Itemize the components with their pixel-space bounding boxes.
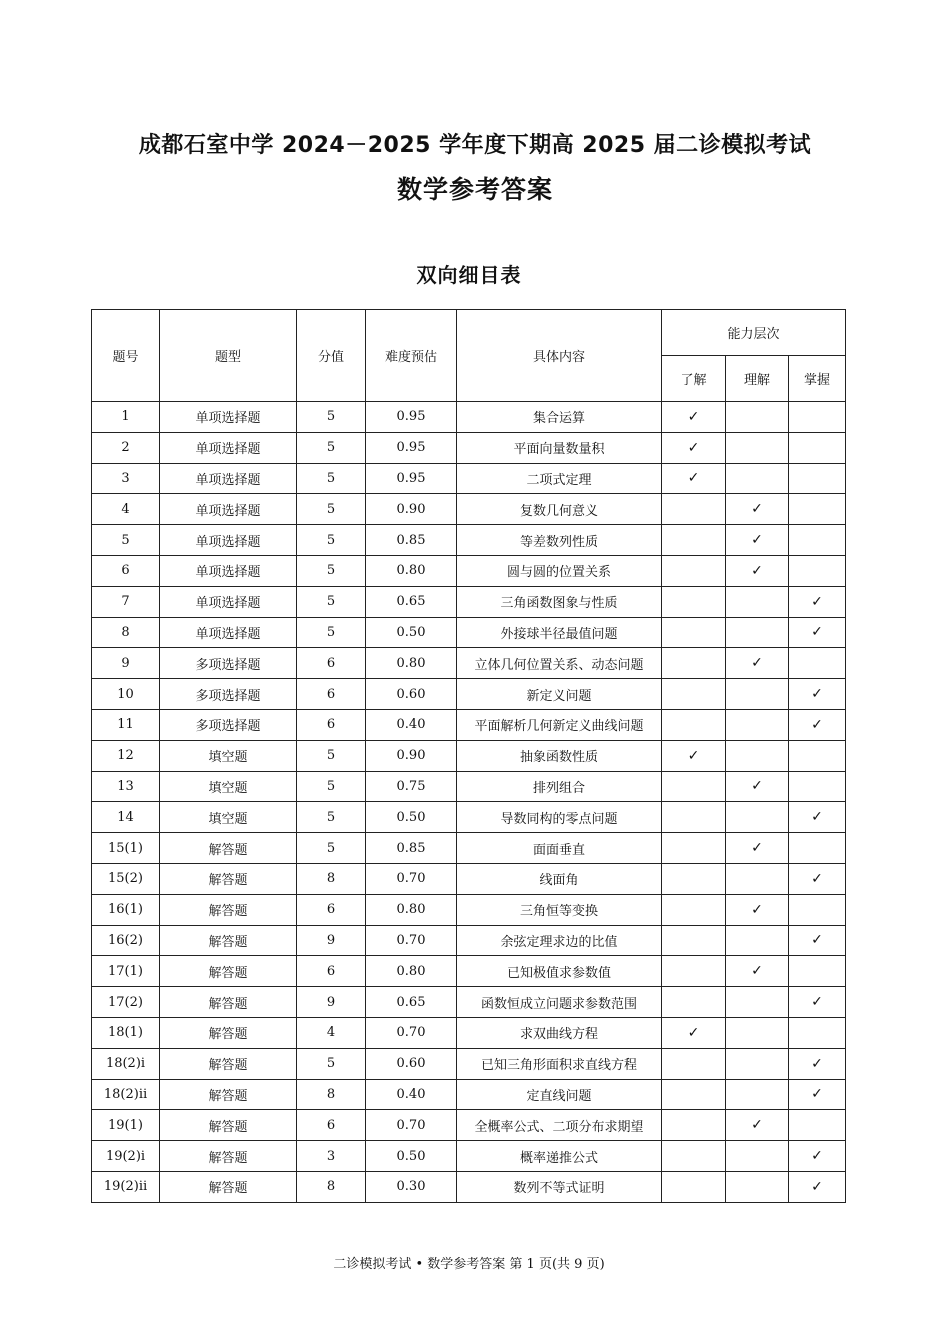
understand-cell [662, 1141, 726, 1172]
score-cell: 4 [297, 1017, 366, 1048]
comprehend-cell [726, 863, 789, 894]
difficulty-cell: 0.60 [366, 679, 457, 710]
check-mark-icon: ✓ [751, 501, 763, 518]
content-cell: 面面垂直 [457, 833, 662, 864]
comprehend-cell [726, 894, 789, 925]
content-cell: 抽象函数性质 [457, 740, 662, 771]
table-row [92, 833, 846, 864]
difficulty-cell: 0.80 [366, 894, 457, 925]
header-number: 题号 [92, 310, 160, 402]
understand-cell [662, 802, 726, 833]
content-cell: 排列组合 [457, 771, 662, 802]
question-type-cell: 解答题 [160, 1079, 297, 1110]
check-mark-icon: ✓ [751, 655, 763, 672]
content-cell: 已知极值求参数值 [457, 956, 662, 987]
table-row [92, 771, 846, 802]
score-cell: 5 [297, 586, 366, 617]
master-cell [789, 1110, 846, 1141]
check-mark-icon: ✓ [751, 963, 763, 980]
comprehend-cell [726, 1141, 789, 1172]
check-mark-icon: ✓ [811, 1055, 823, 1072]
question-type-cell: 单项选择题 [160, 525, 297, 556]
understand-cell [662, 679, 726, 710]
understand-cell [662, 463, 726, 494]
comprehend-cell [726, 555, 789, 586]
content-cell: 函数恒成立问题求参数范围 [457, 987, 662, 1018]
score-cell: 5 [297, 802, 366, 833]
score-cell: 8 [297, 863, 366, 894]
master-cell [789, 463, 846, 494]
question-type-cell: 解答题 [160, 833, 297, 864]
question-type-cell: 多项选择题 [160, 709, 297, 740]
check-mark-icon: ✓ [687, 470, 700, 487]
difficulty-cell: 0.75 [366, 771, 457, 802]
question-type-cell: 填空题 [160, 740, 297, 771]
header-score: 分值 [297, 310, 366, 402]
check-mark-icon: ✓ [687, 1024, 700, 1041]
difficulty-cell: 0.80 [366, 956, 457, 987]
understand-cell [662, 863, 726, 894]
check-mark-icon: ✓ [751, 532, 763, 549]
question-number-cell: 16(1) [92, 894, 160, 925]
master-cell [789, 956, 846, 987]
score-cell: 5 [297, 432, 366, 463]
check-mark-icon: ✓ [811, 686, 823, 703]
question-number-cell: 13 [92, 771, 160, 802]
specification-table [91, 309, 846, 1203]
comprehend-cell [726, 740, 789, 771]
master-cell [789, 802, 846, 833]
comprehend-cell [726, 494, 789, 525]
difficulty-cell: 0.50 [366, 802, 457, 833]
score-cell: 6 [297, 956, 366, 987]
header-comprehend: 理解 [726, 356, 789, 402]
score-cell: 5 [297, 494, 366, 525]
difficulty-cell: 0.70 [366, 1017, 457, 1048]
question-type-cell: 解答题 [160, 1048, 297, 1079]
understand-cell [662, 709, 726, 740]
question-type-cell: 解答题 [160, 925, 297, 956]
table-row [92, 525, 846, 556]
content-cell: 概率递推公式 [457, 1141, 662, 1172]
content-cell: 全概率公式、二项分布求期望 [457, 1110, 662, 1141]
difficulty-cell: 0.70 [366, 863, 457, 894]
difficulty-cell: 0.80 [366, 648, 457, 679]
question-number-cell: 12 [92, 740, 160, 771]
understand-cell [662, 494, 726, 525]
master-cell [789, 586, 846, 617]
question-type-cell: 单项选择题 [160, 494, 297, 525]
score-cell: 8 [297, 1079, 366, 1110]
question-number-cell: 4 [92, 494, 160, 525]
content-cell: 余弦定理求边的比值 [457, 925, 662, 956]
comprehend-cell [726, 956, 789, 987]
question-type-cell: 解答题 [160, 1110, 297, 1141]
master-cell [789, 1171, 846, 1202]
content-cell: 复数几何意义 [457, 494, 662, 525]
question-number-cell: 15(1) [92, 833, 160, 864]
table-row [92, 679, 846, 710]
comprehend-cell [726, 463, 789, 494]
master-cell [789, 709, 846, 740]
score-cell: 3 [297, 1141, 366, 1172]
content-cell: 求双曲线方程 [457, 1017, 662, 1048]
question-type-cell: 填空题 [160, 771, 297, 802]
check-mark-icon: ✓ [811, 624, 823, 641]
table-row [92, 463, 846, 494]
table-row [92, 987, 846, 1018]
master-cell [789, 894, 846, 925]
question-type-cell: 单项选择题 [160, 586, 297, 617]
table-row [92, 1110, 846, 1141]
difficulty-cell: 0.50 [366, 1141, 457, 1172]
difficulty-cell: 0.50 [366, 617, 457, 648]
check-mark-icon: ✓ [811, 1148, 823, 1165]
score-cell: 6 [297, 894, 366, 925]
header-understand: 了解 [662, 356, 726, 402]
question-number-cell: 6 [92, 555, 160, 586]
question-number-cell: 19(2)ⅱ [92, 1171, 160, 1202]
comprehend-cell [726, 802, 789, 833]
question-number-cell: 1 [92, 402, 160, 433]
question-number-cell: 15(2) [92, 863, 160, 894]
score-cell: 6 [297, 648, 366, 679]
question-type-cell: 解答题 [160, 1171, 297, 1202]
question-number-cell: 8 [92, 617, 160, 648]
understand-cell [662, 555, 726, 586]
master-cell [789, 1017, 846, 1048]
comprehend-cell [726, 1079, 789, 1110]
understand-cell [662, 1171, 726, 1202]
score-cell: 5 [297, 1048, 366, 1079]
content-cell: 数列不等式证明 [457, 1171, 662, 1202]
table-row [92, 648, 846, 679]
table-body [92, 402, 846, 1203]
table-row [92, 1048, 846, 1079]
table-row [92, 1017, 846, 1048]
master-cell [789, 555, 846, 586]
content-cell: 等差数列性质 [457, 525, 662, 556]
difficulty-cell: 0.90 [366, 740, 457, 771]
score-cell: 5 [297, 525, 366, 556]
score-cell: 5 [297, 740, 366, 771]
difficulty-cell: 0.70 [366, 925, 457, 956]
master-cell [789, 679, 846, 710]
master-cell [789, 648, 846, 679]
question-type-cell: 多项选择题 [160, 679, 297, 710]
understand-cell [662, 1048, 726, 1079]
understand-cell [662, 894, 726, 925]
table-row [92, 956, 846, 987]
question-number-cell: 17(1) [92, 956, 160, 987]
content-cell: 导数同构的零点问题 [457, 802, 662, 833]
check-mark-icon: ✓ [811, 932, 823, 949]
question-number-cell: 18(1) [92, 1017, 160, 1048]
table-row [92, 1079, 846, 1110]
check-mark-icon: ✓ [811, 994, 823, 1011]
content-cell: 定直线问题 [457, 1079, 662, 1110]
check-mark-icon: ✓ [751, 840, 763, 857]
comprehend-cell [726, 586, 789, 617]
header-content: 具体内容 [457, 310, 662, 402]
content-cell: 二项式定理 [457, 463, 662, 494]
difficulty-cell: 0.40 [366, 709, 457, 740]
question-number-cell: 9 [92, 648, 160, 679]
question-number-cell: 3 [92, 463, 160, 494]
question-number-cell: 2 [92, 432, 160, 463]
comprehend-cell [726, 987, 789, 1018]
master-cell [789, 740, 846, 771]
comprehend-cell [726, 402, 789, 433]
master-cell [789, 987, 846, 1018]
understand-cell [662, 586, 726, 617]
master-cell [789, 1141, 846, 1172]
check-mark-icon: ✓ [811, 1086, 823, 1103]
score-cell: 8 [297, 1171, 366, 1202]
understand-cell [662, 1017, 726, 1048]
check-mark-icon: ✓ [811, 809, 823, 826]
master-cell [789, 525, 846, 556]
check-mark-icon: ✓ [811, 716, 823, 733]
understand-cell [662, 833, 726, 864]
content-cell: 线面角 [457, 863, 662, 894]
comprehend-cell [726, 833, 789, 864]
content-cell: 圆与圆的位置关系 [457, 555, 662, 586]
header-difficulty: 难度预估 [366, 310, 457, 402]
content-cell: 平面向量数量积 [457, 432, 662, 463]
understand-cell [662, 1079, 726, 1110]
difficulty-cell: 0.95 [366, 432, 457, 463]
question-type-cell: 单项选择题 [160, 402, 297, 433]
comprehend-cell [726, 771, 789, 802]
question-number-cell: 19(1) [92, 1110, 160, 1141]
check-mark-icon: ✓ [811, 593, 823, 610]
master-cell [789, 402, 846, 433]
table-row [92, 617, 846, 648]
difficulty-cell: 0.95 [366, 402, 457, 433]
content-cell: 立体几何位置关系、动态问题 [457, 648, 662, 679]
score-cell: 9 [297, 925, 366, 956]
question-type-cell: 解答题 [160, 1141, 297, 1172]
master-cell [789, 494, 846, 525]
question-number-cell: 18(2)ⅱ [92, 1079, 160, 1110]
question-type-cell: 解答题 [160, 863, 297, 894]
comprehend-cell [726, 1048, 789, 1079]
table-row [92, 1141, 846, 1172]
understand-cell [662, 617, 726, 648]
table-row [92, 402, 846, 433]
question-type-cell: 单项选择题 [160, 463, 297, 494]
check-mark-icon: ✓ [687, 747, 700, 764]
understand-cell [662, 771, 726, 802]
question-type-cell: 解答题 [160, 894, 297, 925]
question-type-cell: 单项选择题 [160, 555, 297, 586]
understand-cell [662, 987, 726, 1018]
score-cell: 5 [297, 402, 366, 433]
understand-cell [662, 956, 726, 987]
difficulty-cell: 0.80 [366, 555, 457, 586]
header-type: 题型 [160, 310, 297, 402]
difficulty-cell: 0.65 [366, 586, 457, 617]
understand-cell [662, 1110, 726, 1141]
header-ability: 能力层次 [662, 310, 846, 356]
question-type-cell: 解答题 [160, 1017, 297, 1048]
table-row [92, 740, 846, 771]
difficulty-cell: 0.70 [366, 1110, 457, 1141]
content-cell: 外接球半径最值问题 [457, 617, 662, 648]
score-cell: 6 [297, 1110, 366, 1141]
difficulty-cell: 0.60 [366, 1048, 457, 1079]
question-type-cell: 解答题 [160, 987, 297, 1018]
content-cell: 已知三角形面积求直线方程 [457, 1048, 662, 1079]
question-number-cell: 5 [92, 525, 160, 556]
understand-cell [662, 648, 726, 679]
score-cell: 6 [297, 679, 366, 710]
understand-cell [662, 925, 726, 956]
check-mark-icon: ✓ [751, 901, 763, 918]
score-cell: 6 [297, 709, 366, 740]
table-row [92, 802, 846, 833]
check-mark-icon: ✓ [751, 562, 763, 579]
score-cell: 5 [297, 617, 366, 648]
score-cell: 9 [297, 987, 366, 1018]
master-cell [789, 617, 846, 648]
comprehend-cell [726, 1017, 789, 1048]
understand-cell [662, 402, 726, 433]
comprehend-cell [726, 925, 789, 956]
page-footer: 二诊模拟考试 • 数学参考答案 第 1 页(共 9 页) [333, 1257, 605, 1272]
master-cell [789, 1079, 846, 1110]
check-mark-icon: ✓ [687, 408, 700, 425]
comprehend-cell [726, 648, 789, 679]
content-cell: 三角函数图象与性质 [457, 586, 662, 617]
table-row [92, 494, 846, 525]
table-row [92, 863, 846, 894]
master-cell [789, 833, 846, 864]
content-cell: 三角恒等变换 [457, 894, 662, 925]
difficulty-cell: 0.95 [366, 463, 457, 494]
difficulty-cell: 0.65 [366, 987, 457, 1018]
check-mark-icon: ✓ [811, 870, 823, 887]
master-cell [789, 863, 846, 894]
header-row [92, 310, 846, 356]
score-cell: 5 [297, 463, 366, 494]
difficulty-cell: 0.85 [366, 525, 457, 556]
understand-cell [662, 432, 726, 463]
comprehend-cell [726, 1171, 789, 1202]
comprehend-cell [726, 432, 789, 463]
difficulty-cell: 0.90 [366, 494, 457, 525]
difficulty-cell: 0.30 [366, 1171, 457, 1202]
score-cell: 5 [297, 771, 366, 802]
question-number-cell: 19(2)ⅰ [92, 1141, 160, 1172]
check-mark-icon: ✓ [687, 439, 700, 456]
check-mark-icon: ✓ [751, 778, 763, 795]
question-number-cell: 18(2)ⅰ [92, 1048, 160, 1079]
score-cell: 5 [297, 833, 366, 864]
check-mark-icon: ✓ [811, 1178, 823, 1195]
question-number-cell: 14 [92, 802, 160, 833]
answer-subtitle: 数学参考答案 [396, 175, 553, 204]
master-cell [789, 432, 846, 463]
question-type-cell: 填空题 [160, 802, 297, 833]
comprehend-cell [726, 617, 789, 648]
comprehend-cell [726, 1110, 789, 1141]
score-cell: 5 [297, 555, 366, 586]
check-mark-icon: ✓ [751, 1117, 763, 1134]
question-type-cell: 解答题 [160, 956, 297, 987]
table-row [92, 586, 846, 617]
exam-title: 成都石室中学 2024－2025 学年度下期高 2025 届二诊模拟考试 [138, 133, 812, 158]
table-row [92, 1171, 846, 1202]
difficulty-cell: 0.85 [366, 833, 457, 864]
master-cell [789, 1048, 846, 1079]
header-master: 掌握 [789, 356, 846, 402]
question-number-cell: 7 [92, 586, 160, 617]
comprehend-cell [726, 525, 789, 556]
difficulty-cell: 0.40 [366, 1079, 457, 1110]
table-title: 双向细目表 [416, 263, 522, 287]
question-number-cell: 11 [92, 709, 160, 740]
content-cell: 平面解析几何新定义曲线问题 [457, 709, 662, 740]
content-cell: 集合运算 [457, 402, 662, 433]
question-number-cell: 17(2) [92, 987, 160, 1018]
comprehend-cell [726, 709, 789, 740]
question-type-cell: 单项选择题 [160, 617, 297, 648]
content-cell: 新定义问题 [457, 679, 662, 710]
comprehend-cell [726, 679, 789, 710]
question-number-cell: 10 [92, 679, 160, 710]
table-row [92, 555, 846, 586]
understand-cell [662, 740, 726, 771]
table-row [92, 709, 846, 740]
question-type-cell: 多项选择题 [160, 648, 297, 679]
master-cell [789, 771, 846, 802]
table-row [92, 925, 846, 956]
table-row [92, 894, 846, 925]
question-number-cell: 16(2) [92, 925, 160, 956]
master-cell [789, 925, 846, 956]
table-row [92, 432, 846, 463]
question-type-cell: 单项选择题 [160, 432, 297, 463]
understand-cell [662, 525, 726, 556]
